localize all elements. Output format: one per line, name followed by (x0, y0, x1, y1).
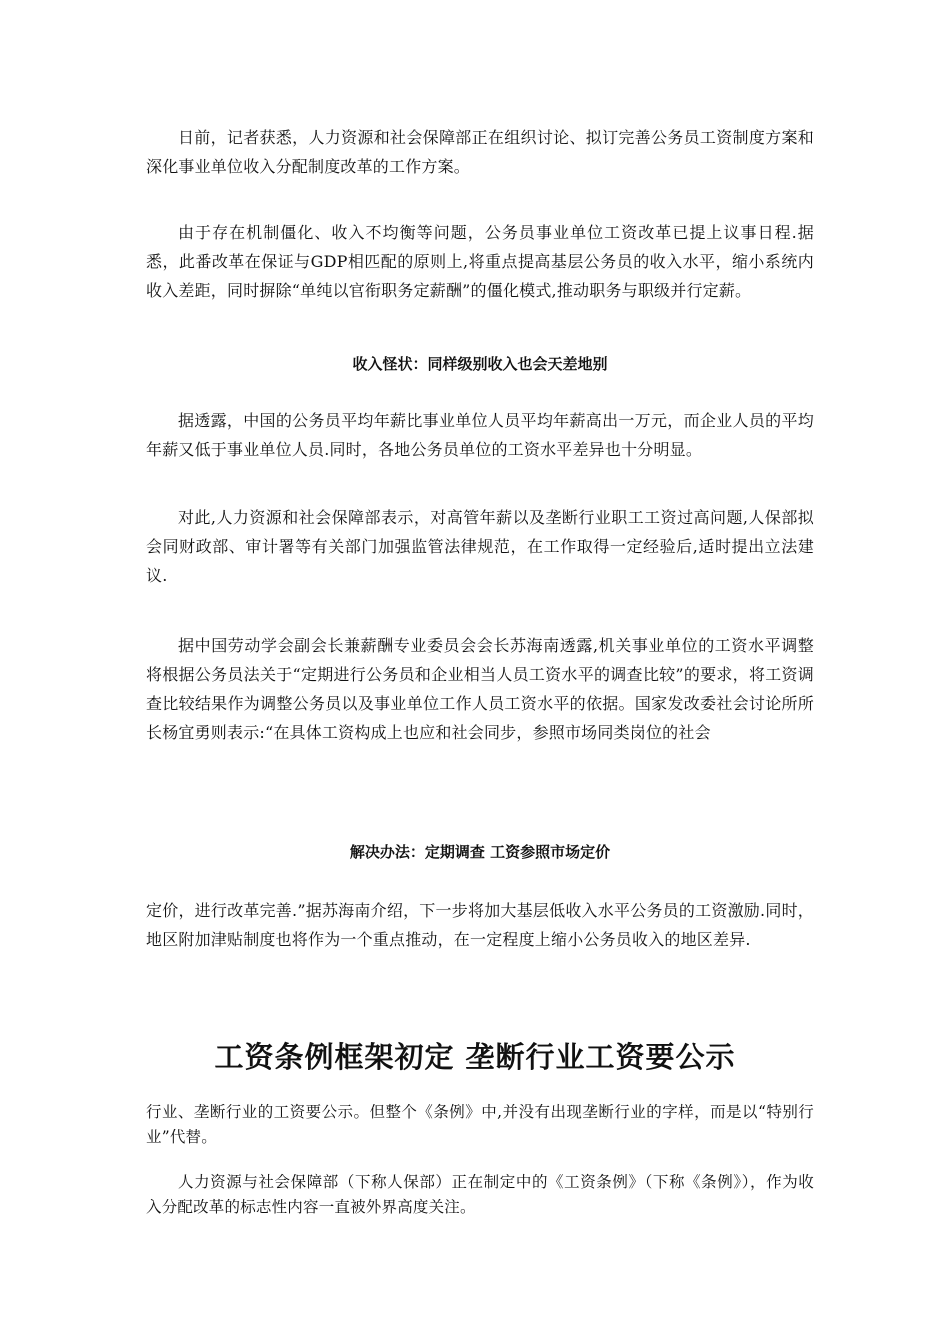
paragraph-expert-comments: 据中国劳动学会副会长兼薪酬专业委员会会长苏海南透露,机关事业单位的工资水平调整将根据公务员法关于“定期进行公务员和企业相当人员工资水平的调查比较”的要求，将工资调查比较结果作为调整公务员以及事业单位工作人员工资水平的依据。国家发改委社会讨论所所长杨宜勇则表示:“在具体工资构成上也应和社会同步，参照市场同类岗位的社会 (146, 636, 814, 742)
paragraph-intro: 日前，记者获悉，人力资源和社会保障部正在组织讨论、拟订完善公务员工资制度方案和深化事业单位收入分配制度改革的工作方案。 (146, 128, 814, 176)
paragraph-ministry-statement: 对此,人力资源和社会保障部表示，对高管年薪以及垄断行业职工工资过高问题,人保部拟会同财政部、审计署等有关部门加强监管法律规范，在工作取得一定经验后,适时提出立法建议. (146, 508, 814, 585)
paragraph-salary-comparison: 据透露，中国的公务员平均年薪比事业单位人员平均年薪高出一万元，而企业人员的平均年薪又低于事业单位人员.同时，各地公务员单位的工资水平差异也十分明显。 (146, 411, 814, 459)
article-title: 工资条例框架初定 垄断行业工资要公示 (214, 1040, 736, 1074)
paragraph-reform-background: 由于存在机制僵化、收入不均衡等问题，公务员事业单位工资改革已提上议事日程.据悉，此番改革在保证与GDP相匹配的原则上,将重点提高基层公务员的收入水平，缩小系统内收入差距，同时摒除“单纯以官衔职务定薪酬”的僵化模式,推动职务与职级并行定薪。 (146, 223, 814, 300)
paragraph-special-industry: 行业、垄断行业的工资要公示。但整个《条例》中,并没有出现垄断行业的字样，而是以“特别行业”代替。 (146, 1103, 814, 1146)
section-heading-solutions: 解决办法：定期调查 工资参照市场定价 (349, 843, 611, 861)
paragraph-next-steps: 定价，进行改革完善.”据苏海南介绍，下一步将加大基层低收入水平公务员的工资激励.同时，地区附加津贴制度也将作为一个重点推动，在一定程度上缩小公务员收入的地区差异. (146, 901, 814, 949)
section-heading-income-oddities: 收入怪状：同样级别收入也会天差地别 (352, 355, 608, 373)
paragraph-wage-regulation: 人力资源与社会保障部（下称人保部）正在制定中的《工资条例》（下称《条例》），作为收入分配改革的标志性内容一直被外界高度关注。 (146, 1173, 814, 1216)
